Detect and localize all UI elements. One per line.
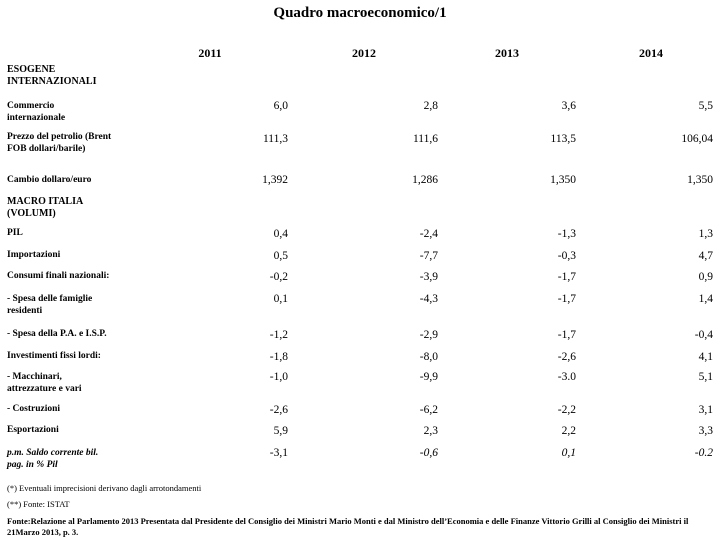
- row-label: p.m. Saldo corrente bil. pag. in % Pil: [7, 448, 99, 470]
- cell-2014: 5,5: [698, 100, 713, 112]
- cell-2014: 1,4: [698, 293, 713, 305]
- row-label: Prezzo del petrolio (Brent FOB dollari/barile): [7, 132, 112, 154]
- row-label: Importazioni: [7, 250, 61, 260]
- cell-2011: 6,0: [273, 100, 288, 112]
- cell-2013: -2,6: [557, 351, 576, 363]
- cell-2011: -2,6: [269, 404, 288, 416]
- cell-2014: 3,1: [698, 404, 713, 416]
- cell-2014: 4,7: [698, 250, 713, 262]
- cell-2011: -1,2: [269, 329, 288, 341]
- row-label: - Costruzioni: [7, 404, 61, 414]
- cell-2013: -2,2: [557, 404, 576, 416]
- cell-2011: 0,4: [273, 228, 288, 240]
- cell-2012: -2,4: [419, 228, 438, 240]
- row-label: Investimenti fissi lordi:: [7, 351, 101, 361]
- cell-2011: 1,392: [262, 174, 288, 186]
- cell-2012: -6,2: [419, 404, 438, 416]
- cell-2012: 2,8: [423, 100, 438, 112]
- row-label: - Macchinari, attrezzature e vari: [7, 372, 82, 394]
- footnote-rounding: (*) Eventuali imprecisioni derivano dagli arrotondamenti: [7, 483, 202, 493]
- cell-2014: 0,9: [698, 271, 713, 283]
- cell-2012: -4,3: [419, 293, 438, 305]
- cell-2013: -1,7: [557, 293, 576, 305]
- cell-2011: -1,8: [269, 351, 288, 363]
- cell-2011: 5,9: [273, 425, 288, 437]
- cell-2013: -1,3: [557, 228, 576, 240]
- page-title: Quadro macroeconomico/1: [273, 5, 447, 21]
- cell-2014: 106,04: [681, 133, 713, 145]
- cell-2014: 5,1: [698, 371, 713, 383]
- cell-2014: 3,3: [698, 425, 713, 437]
- cell-2013: 1,350: [550, 174, 576, 186]
- row-label: Commercio internazionale: [7, 101, 66, 123]
- row-label: - Spesa delle famiglie residenti: [7, 294, 93, 316]
- cell-2011: 0,5: [273, 250, 288, 262]
- cell-2014: -0,4: [694, 329, 713, 341]
- row-label: PIL: [7, 228, 23, 238]
- cell-2014: 1,3: [698, 228, 713, 240]
- source-note: Fonte:Relazione al Parlamento 2013 Presentata dal Presidente del Consiglio dei Ministri Mario Monti e dal Ministro dell’Economia e delle Finanze Vittorio Grilli al Consiglio dei Ministri il 21Marzo 2013, p. 3.: [7, 516, 689, 537]
- cell-2012: -8,0: [419, 351, 438, 363]
- cell-2012: 1,286: [412, 174, 438, 186]
- cell-2013: 2,2: [561, 425, 576, 437]
- cell-2013: -0,3: [557, 250, 576, 262]
- row-label: Esportazioni: [7, 425, 59, 435]
- cell-2012: -3,9: [419, 271, 438, 283]
- cell-2013: -1,7: [557, 271, 576, 283]
- year-header-2012: 2012: [352, 46, 376, 60]
- cell-2012: -9,9: [419, 371, 438, 383]
- cell-2013: 0,1: [561, 447, 576, 459]
- cell-2012: 111,6: [412, 133, 438, 145]
- cell-2011: -3,1: [269, 447, 288, 459]
- cell-2011: -0,2: [269, 271, 288, 283]
- cell-2014: 1,350: [687, 174, 713, 186]
- year-header-2014: 2014: [639, 46, 663, 60]
- cell-2012: -0,6: [419, 447, 438, 459]
- cell-2013: -3.0: [557, 371, 576, 383]
- cell-2013: 113,5: [550, 133, 576, 145]
- cell-2012: -7,7: [419, 250, 438, 262]
- cell-2014: -0.2: [694, 447, 713, 459]
- cell-2014: 4,1: [698, 351, 713, 363]
- cell-2012: 2,3: [423, 425, 438, 437]
- row-label: Cambio dollaro/euro: [7, 175, 92, 185]
- cell-2013: 3,6: [561, 100, 576, 112]
- year-header-2013: 2013: [495, 46, 519, 60]
- row-label: - Spesa della P.A. e I.S.P.: [7, 329, 107, 339]
- section-esogene: ESOGENE INTERNAZIONALI: [7, 64, 97, 87]
- cell-2011: -1,0: [269, 371, 288, 383]
- section-macro-italia: MACRO ITALIA (VOLUMI): [7, 196, 83, 219]
- cell-2012: -2,9: [419, 329, 438, 341]
- cell-2011: 0,1: [273, 293, 288, 305]
- row-label: Consumi finali nazionali:: [7, 271, 110, 281]
- cell-2013: -1,7: [557, 329, 576, 341]
- cell-2011: 111,3: [262, 133, 288, 145]
- footnote-istat: (**) Fonte: ISTAT: [7, 499, 70, 509]
- year-header-2011: 2011: [198, 46, 222, 60]
